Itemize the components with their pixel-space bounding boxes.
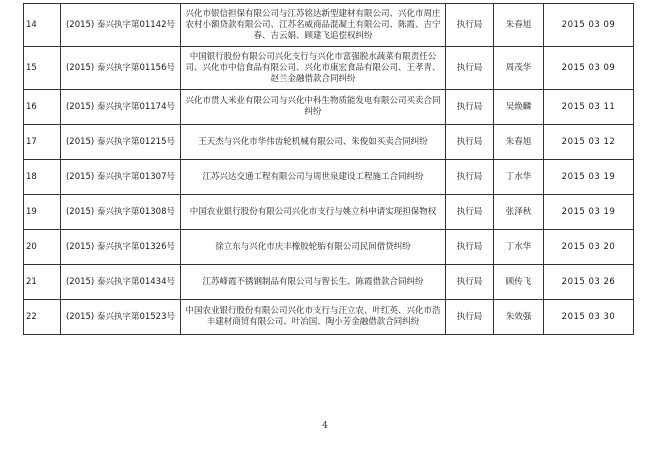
row-number: 15 (24, 47, 61, 90)
case-parties: 中国农业银行股份有限公司兴化市支行与汪立农、叶红英、兴化市浩丰建材商贸有限公司、叶冶国、陶小芳金融借款合同纠纷 (181, 300, 446, 335)
case-parties: 江苏兴达交通工程有限公司与周世泉建设工程施工合同纠纷 (181, 160, 446, 195)
filing-date: 2015 03 19 (544, 160, 634, 195)
table-row (24, 265, 634, 300)
case-number: (2015) 泰兴执字第01434号 (61, 265, 181, 300)
judge-name: 朱春旭 (494, 4, 544, 47)
department: 执行局 (446, 230, 494, 265)
judge-name: 吴焕麟 (494, 90, 544, 125)
table-row (24, 90, 634, 125)
row-number: 19 (24, 195, 61, 230)
department: 执行局 (446, 300, 494, 335)
department: 执行局 (446, 47, 494, 90)
department: 执行局 (446, 4, 494, 47)
filing-date: 2015 03 09 (544, 4, 634, 47)
case-parties: 兴化市贯人米业有限公司与兴化中科生物质能发电有限公司买卖合同纠纷 (181, 90, 446, 125)
department: 执行局 (446, 265, 494, 300)
filing-date: 2015 03 26 (544, 265, 634, 300)
case-number: (2015) 泰兴执字第01156号 (61, 47, 181, 90)
table-row (24, 195, 634, 230)
filing-date: 2015 03 12 (544, 125, 634, 160)
table-row (24, 230, 634, 265)
case-parties: 中国银行股份有限公司兴化支行与兴化市富强脱水蔬菜有限责任公司、兴化市中信食品有限公司、兴化市康宏食品有限公司、王孝青、赵兰金融借款合同纠纷 (181, 47, 446, 90)
table-row (24, 300, 634, 335)
table-row (24, 125, 634, 160)
case-number: (2015) 泰兴执字第01308号 (61, 195, 181, 230)
row-number: 20 (24, 230, 61, 265)
judge-name: 张泽秋 (494, 195, 544, 230)
table-row (24, 47, 634, 90)
row-number: 21 (24, 265, 61, 300)
judge-name: 朱效强 (494, 300, 544, 335)
judge-name: 朱春旭 (494, 125, 544, 160)
case-number: (2015) 泰兴执字第01174号 (61, 90, 181, 125)
filing-date: 2015 03 11 (544, 90, 634, 125)
case-table (23, 3, 634, 335)
table-row (24, 160, 634, 195)
filing-date: 2015 03 20 (544, 230, 634, 265)
row-number: 17 (24, 125, 61, 160)
department: 执行局 (446, 195, 494, 230)
judge-name: 丁水华 (494, 230, 544, 265)
filing-date: 2015 03 19 (544, 195, 634, 230)
row-number: 16 (24, 90, 61, 125)
filing-date: 2015 03 09 (544, 47, 634, 90)
department: 执行局 (446, 125, 494, 160)
row-number: 14 (24, 4, 61, 47)
case-number: (2015) 泰兴执字第01215号 (61, 125, 181, 160)
case-parties: 王天杰与兴化市华伟齿轮机械有限公司、朱俊如买卖合同纠纷 (181, 125, 446, 160)
case-parties: 江苏峰霞不锈钢制品有限公司与智长生、陈霞借款合同纠纷 (181, 265, 446, 300)
department: 执行局 (446, 90, 494, 125)
case-number: (2015) 泰兴执字第01523号 (61, 300, 181, 335)
filing-date: 2015 03 30 (544, 300, 634, 335)
case-number: (2015) 泰兴执字第01307号 (61, 160, 181, 195)
row-number: 22 (24, 300, 61, 335)
department: 执行局 (446, 160, 494, 195)
judge-name: 丁水华 (494, 160, 544, 195)
judge-name: 顾传飞 (494, 265, 544, 300)
case-parties: 兴化市银信担保有限公司与江苏铭达新型建材有限公司、兴化市周庄农村小额贷款有限公司、江苏名威商品混凝土有限公司、陈霞、吉宁春、吉云娟、顾建飞追偿权纠纷 (181, 4, 446, 47)
table-row (24, 4, 634, 47)
page-number: 4 (322, 421, 328, 431)
case-parties: 中国农业银行股份有限公司兴化市支行与姚立科申请实现担保物权 (181, 195, 446, 230)
row-number: 18 (24, 160, 61, 195)
judge-name: 周茂华 (494, 47, 544, 90)
case-parties: 徐立东与兴化市庆丰橡胶轮胎有限公司民间借贷纠纷 (181, 230, 446, 265)
case-number: (2015) 泰兴执字第01326号 (61, 230, 181, 265)
case-number: (2015) 泰兴执字第01142号 (61, 4, 181, 47)
